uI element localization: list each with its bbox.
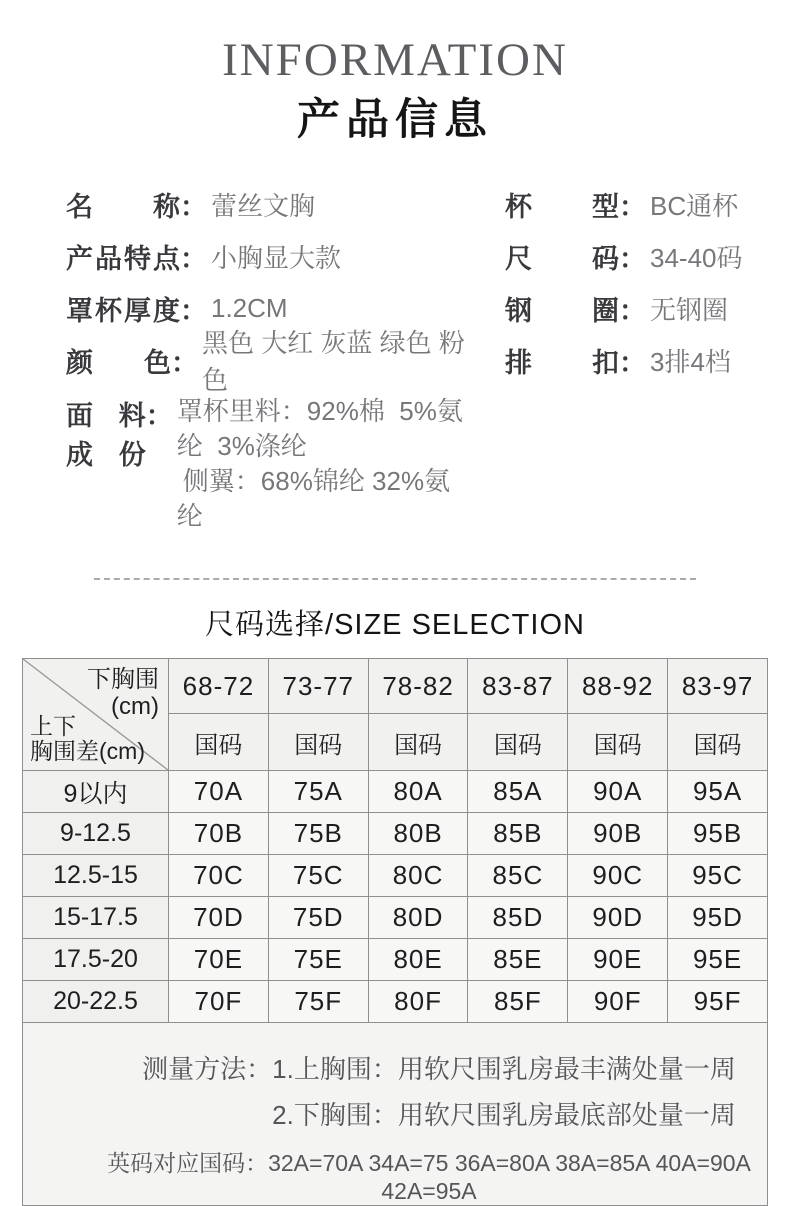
- attr-row-hook: [505, 334, 743, 386]
- attr-value: 34-40码: [650, 242, 743, 273]
- page-title-en: INFORMATION: [222, 34, 568, 86]
- corner-bust-diff-label: 上下 胸围差(cm): [30, 713, 145, 764]
- size-cell: 90B: [568, 813, 668, 855]
- col-header-underbust-range: 73-77: [268, 659, 368, 714]
- corner-underbust-label: 下胸围 (cm): [87, 666, 159, 720]
- attr-value: 无钢圈: [650, 294, 729, 325]
- col-subheader-national-code: 国码: [668, 714, 768, 771]
- size-cell: 90E: [568, 939, 668, 981]
- size-cell: 85C: [468, 855, 568, 897]
- attr-row-fabric: [66, 394, 468, 534]
- dashed-divider: [94, 578, 696, 580]
- size-cell: 95B: [668, 813, 768, 855]
- size-cell: 95A: [668, 771, 768, 813]
- attr-value: 蕾丝文胸: [211, 190, 316, 221]
- col-subheader-national-code: 国码: [268, 714, 368, 771]
- size-cell: 80B: [368, 813, 468, 855]
- attributes-section: [0, 178, 790, 534]
- size-cell: 70A: [169, 771, 269, 813]
- size-table-notes-row: [23, 1023, 768, 1206]
- measurement-notes-cell: [23, 1023, 768, 1206]
- size-cell: 75A: [268, 771, 368, 813]
- size-cell: 85A: [468, 771, 568, 813]
- size-cell: 80F: [368, 981, 468, 1023]
- attr-row-name: [66, 178, 468, 230]
- size-cell: 70C: [169, 855, 269, 897]
- col-subheader-national-code: 国码: [468, 714, 568, 771]
- size-table-row: [23, 981, 768, 1023]
- row-label-bust-diff: 20-22.5: [23, 981, 169, 1023]
- attributes-right-column: [505, 178, 743, 534]
- attr-colon: ：: [619, 243, 646, 274]
- attr-colon: ：: [619, 347, 646, 378]
- attr-label: 排扣: [505, 347, 619, 378]
- col-header-underbust-range: 83-87: [468, 659, 568, 714]
- size-table-row: [23, 771, 768, 813]
- attr-label: 杯型: [505, 191, 619, 222]
- fabric-line-cup: 罩杯里料：92%棉 5%氨纶 3%涤纶: [176, 396, 463, 461]
- row-label-bust-diff: 17.5-20: [23, 939, 169, 981]
- col-subheader-national-code: 国码: [568, 714, 668, 771]
- col-header-underbust-range: 83-97: [668, 659, 768, 714]
- attr-row-underwire: [505, 282, 743, 334]
- table-corner-cell: [23, 659, 169, 771]
- row-label-bust-diff: 9以内: [23, 771, 169, 813]
- size-table-row: [23, 855, 768, 897]
- size-table-row: [23, 939, 768, 981]
- attr-colon: ：: [180, 243, 207, 274]
- size-cell: 80E: [368, 939, 468, 981]
- attr-colon: ：: [145, 401, 173, 431]
- size-cell: 85F: [468, 981, 568, 1023]
- size-table-header-row: [23, 659, 768, 714]
- size-cell: 95F: [668, 981, 768, 1023]
- row-label-bust-diff: 15-17.5: [23, 897, 169, 939]
- size-cell: 80C: [368, 855, 468, 897]
- size-cell: 90A: [568, 771, 668, 813]
- attr-colon: ：: [180, 191, 207, 222]
- attr-value: 小胸显大款: [211, 242, 342, 273]
- attr-colon: ：: [180, 295, 207, 326]
- col-subheader-national-code: 国码: [368, 714, 468, 771]
- attr-label: 钢圈: [505, 295, 619, 326]
- size-table-row: [23, 897, 768, 939]
- note-size-conversion: 英码对应国码：32A=70A 34A=75 36A=80A 38A=85A 40A=90A 42A=95A: [107, 1150, 758, 1204]
- col-header-underbust-range: 68-72: [169, 659, 269, 714]
- row-label-bust-diff: 9-12.5: [23, 813, 169, 855]
- size-cell: 70F: [169, 981, 269, 1023]
- size-cell: 95D: [668, 897, 768, 939]
- attr-label: 名称: [66, 191, 180, 222]
- attr-label: 产品特点: [66, 243, 180, 274]
- attr-label: 尺码: [505, 243, 619, 274]
- col-header-underbust-range: 78-82: [368, 659, 468, 714]
- size-cell: 85D: [468, 897, 568, 939]
- fabric-line-wing: 侧翼：68%锦纶 32%氨纶: [176, 466, 451, 531]
- attr-value: 黑色 大红 灰蓝 绿色 粉色: [201, 328, 465, 395]
- attr-value: BC通杯: [650, 190, 739, 221]
- attr-row-color: [66, 328, 468, 395]
- size-cell: 70D: [169, 897, 269, 939]
- size-cell: 85B: [468, 813, 568, 855]
- note-measure-method-2: 2.下胸围：用软尺围乳房最底部处量一周: [272, 1100, 736, 1130]
- attr-value: 1.2CM: [211, 292, 288, 323]
- size-cell: 70B: [169, 813, 269, 855]
- size-cell: 75E: [268, 939, 368, 981]
- attributes-left-column: [66, 178, 468, 534]
- page-title-zh: 产品信息: [297, 96, 493, 144]
- size-cell: 95C: [668, 855, 768, 897]
- size-cell: 70E: [169, 939, 269, 981]
- size-table: [22, 658, 768, 1206]
- attr-colon: ：: [619, 295, 646, 326]
- attr-row-cup-type: [505, 178, 743, 230]
- size-cell: 85E: [468, 939, 568, 981]
- note-measure-method-1: 测量方法：1.上胸围：用软尺围乳房最丰满处量一周: [142, 1054, 736, 1084]
- size-cell: 75B: [268, 813, 368, 855]
- attr-colon: ：: [170, 347, 198, 378]
- size-table-row: [23, 813, 768, 855]
- size-cell: 90D: [568, 897, 668, 939]
- size-cell: 80A: [368, 771, 468, 813]
- size-cell: 75C: [268, 855, 368, 897]
- size-cell: 90C: [568, 855, 668, 897]
- attr-row-size: [505, 230, 743, 282]
- col-subheader-national-code: 国码: [169, 714, 269, 771]
- attr-colon: ：: [619, 191, 646, 222]
- fabric-values: [177, 394, 468, 534]
- row-label-bust-diff: 12.5-15: [23, 855, 169, 897]
- product-info-page: [0, 34, 790, 1204]
- size-cell: 80D: [368, 897, 468, 939]
- attr-label: 罩杯厚度: [66, 295, 180, 326]
- attr-row-feature: [66, 230, 468, 282]
- size-cell: 95E: [668, 939, 768, 981]
- attr-value: 3排4档: [650, 346, 731, 377]
- attr-label: 颜色: [66, 347, 171, 378]
- size-section-title: 尺码选择/SIZE SELECTION: [205, 609, 585, 641]
- size-cell: 90F: [568, 981, 668, 1023]
- col-header-underbust-range: 88-92: [568, 659, 668, 714]
- size-cell: 75D: [268, 897, 368, 939]
- size-cell: 75F: [268, 981, 368, 1023]
- attr-label: 面料成份: [66, 401, 146, 470]
